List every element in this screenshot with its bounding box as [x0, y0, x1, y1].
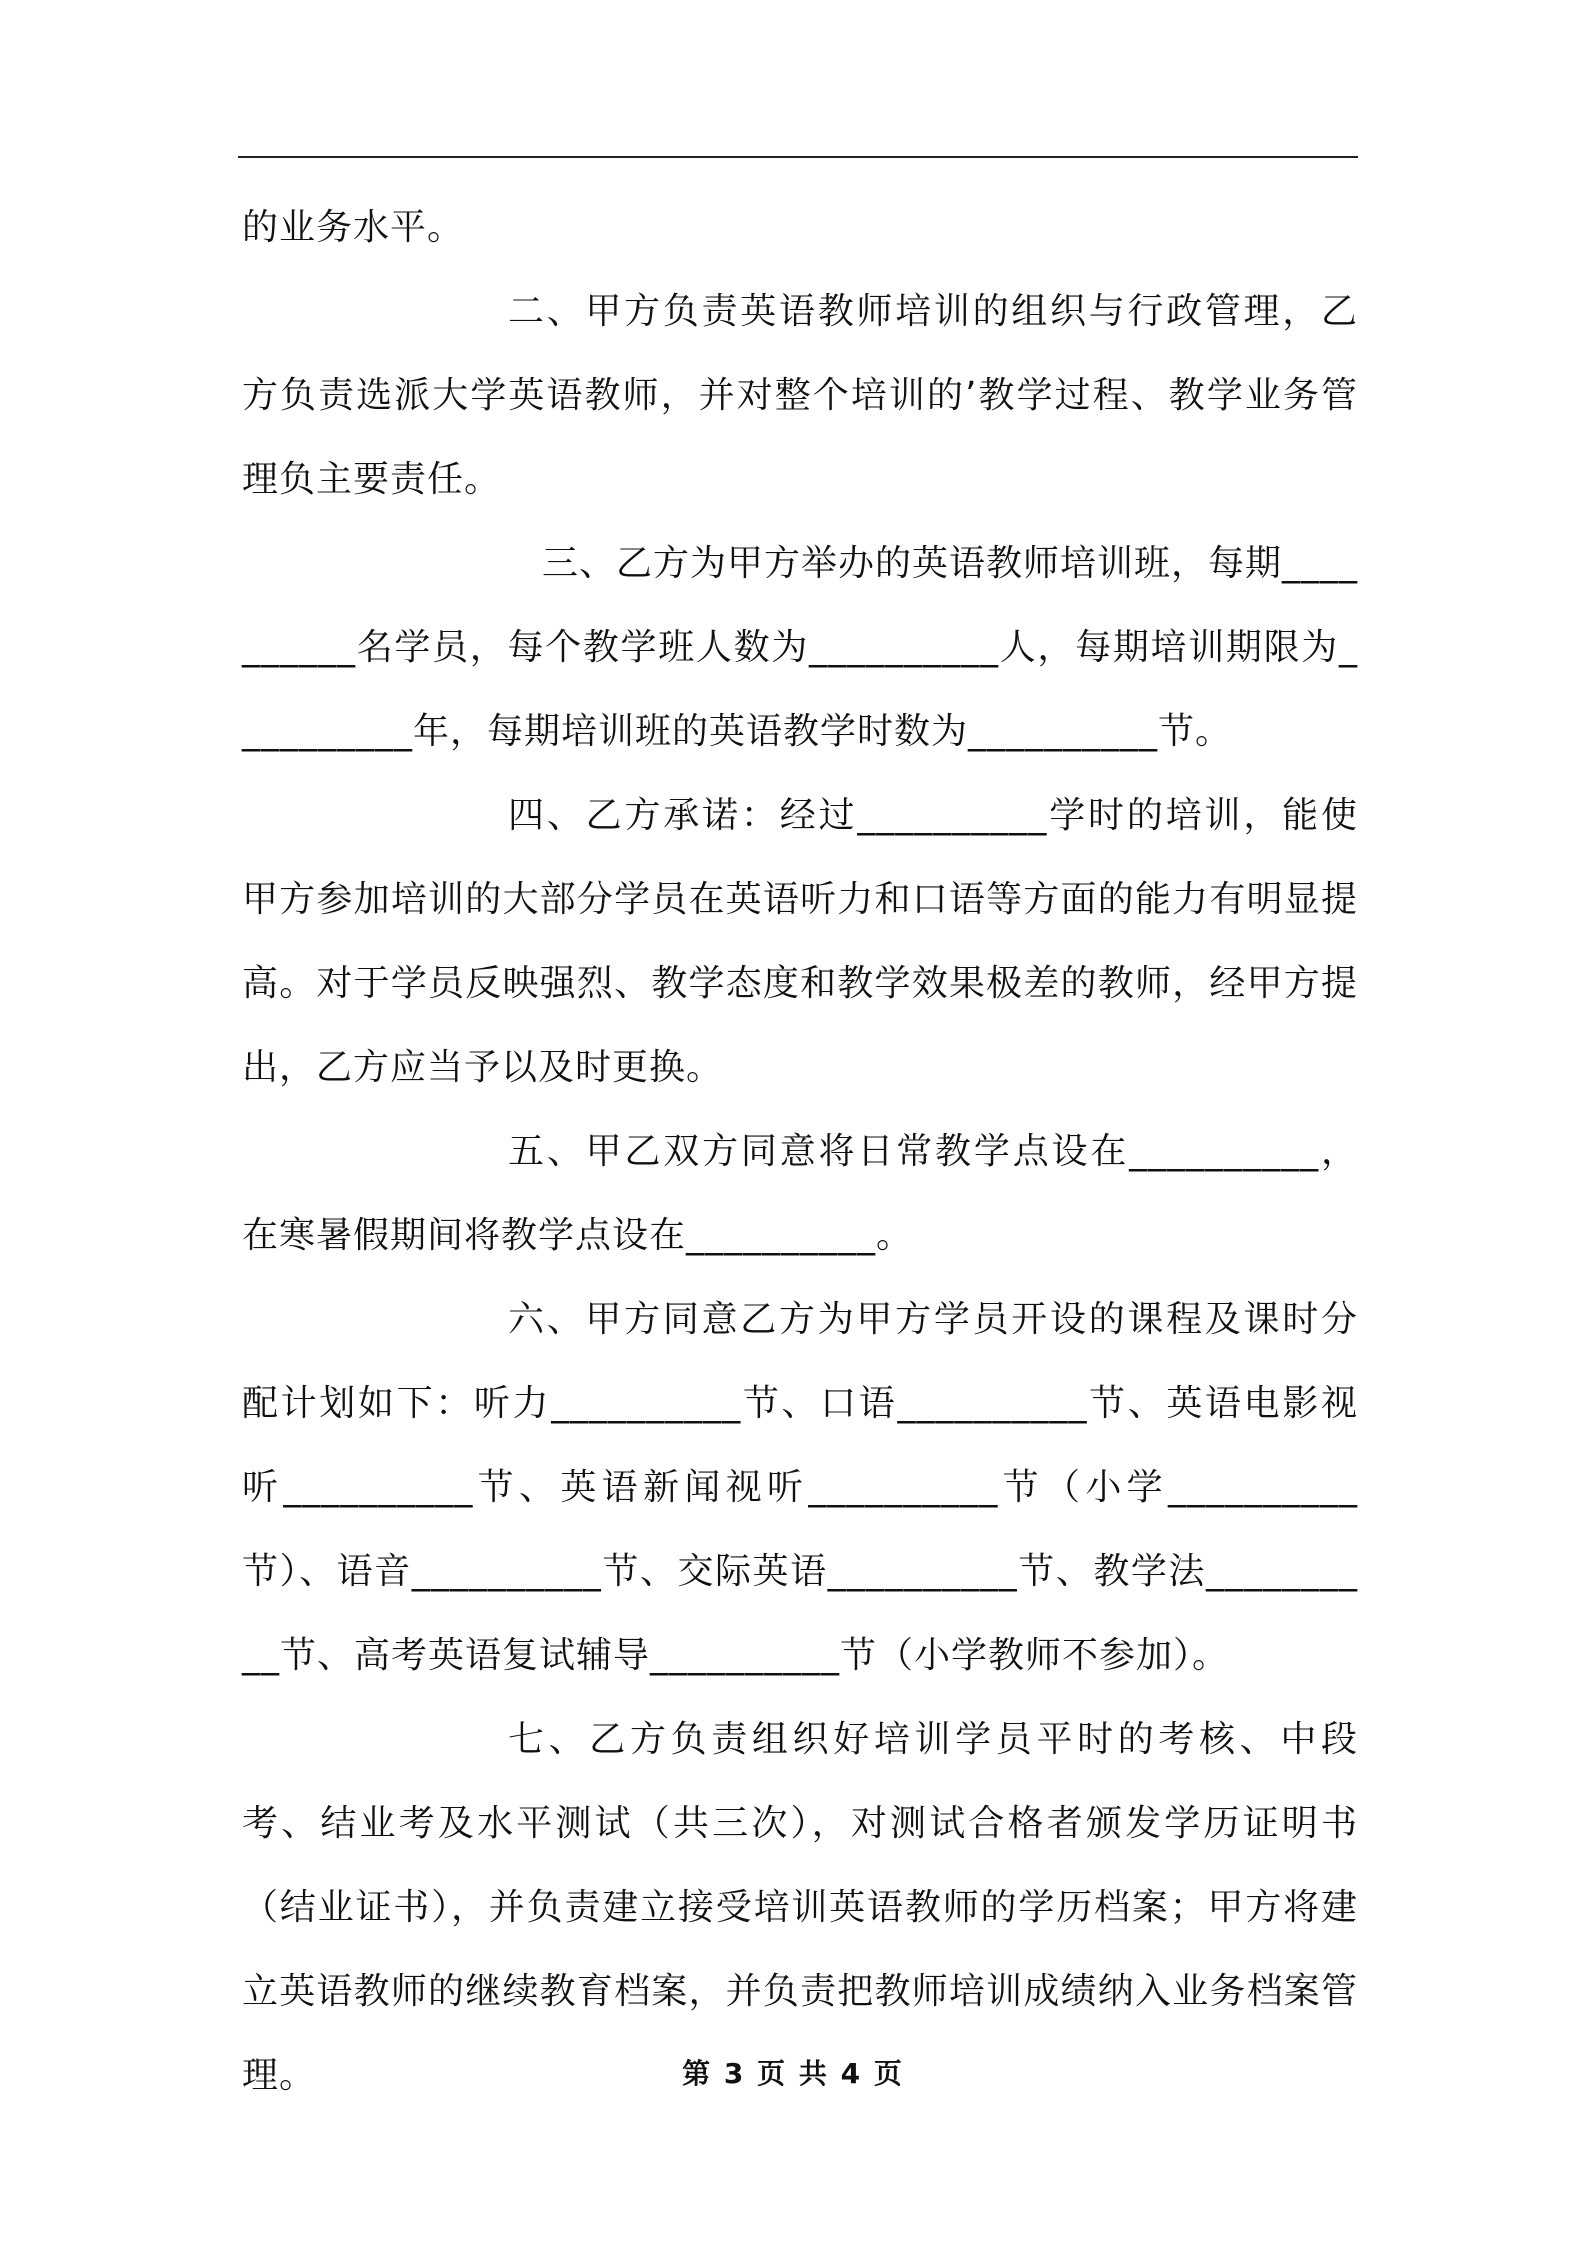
- paragraph-clause-3: 三、乙方为甲方举办的英语教师培训班，每期__________名学员，每个教学班人数为__________人，每期培训期限为__________年，每期培训班的英语教学时数为__________节。: [242, 543, 1359, 752]
- paragraph-clause-7: 七、乙方负责组织好培训学员平时的考核、中段考、结业考及水平测试（共三次），对测试合格者颁发学历证明书（结业证书），并负责建立接受培训英语教师的学历档案；甲方将建立英语教师的继续教育档案，并负责把教师培训成绩纳入业务档案管理。: [242, 1719, 1358, 2096]
- paragraph-continuation: 的业务水平。: [242, 207, 465, 248]
- header-rule: [238, 156, 1358, 158]
- paragraph-clause-2: 二、甲方负责英语教师培训的组织与行政管理，乙方负责选派大学英语教师，并对整个培训的’教学过程、教学业务管理负主要责任。: [242, 291, 1358, 500]
- page-number-footer: 第 3 页 共 4 页: [682, 2057, 904, 2090]
- paragraph-clause-5: 五、甲乙双方同意将日常教学点设在__________，在寒暑假期间将教学点设在__________。: [242, 1131, 1358, 1256]
- document-body: [242, 186, 1358, 2118]
- paragraph-clause-6: 六、甲方同意乙方为甲方学员开设的课程及课时分配计划如下：听力__________节、口语__________节、英语电影视听__________节、英语新闻视听__________节（小学__________节）、语音__________节、交际英语__________节、教学法__________节、高考英语复试辅导__________节（小学教师不参加）。: [242, 1299, 1358, 1676]
- paragraph-clause-4: 四、乙方承诺：经过__________学时的培训，能使甲方参加培训的大部分学员在英语听力和口语等方面的能力有明显提高。对于学员反映强烈、教学态度和教学效果极差的教师，经甲方提出，乙方应当予以及时更换。: [242, 795, 1358, 1088]
